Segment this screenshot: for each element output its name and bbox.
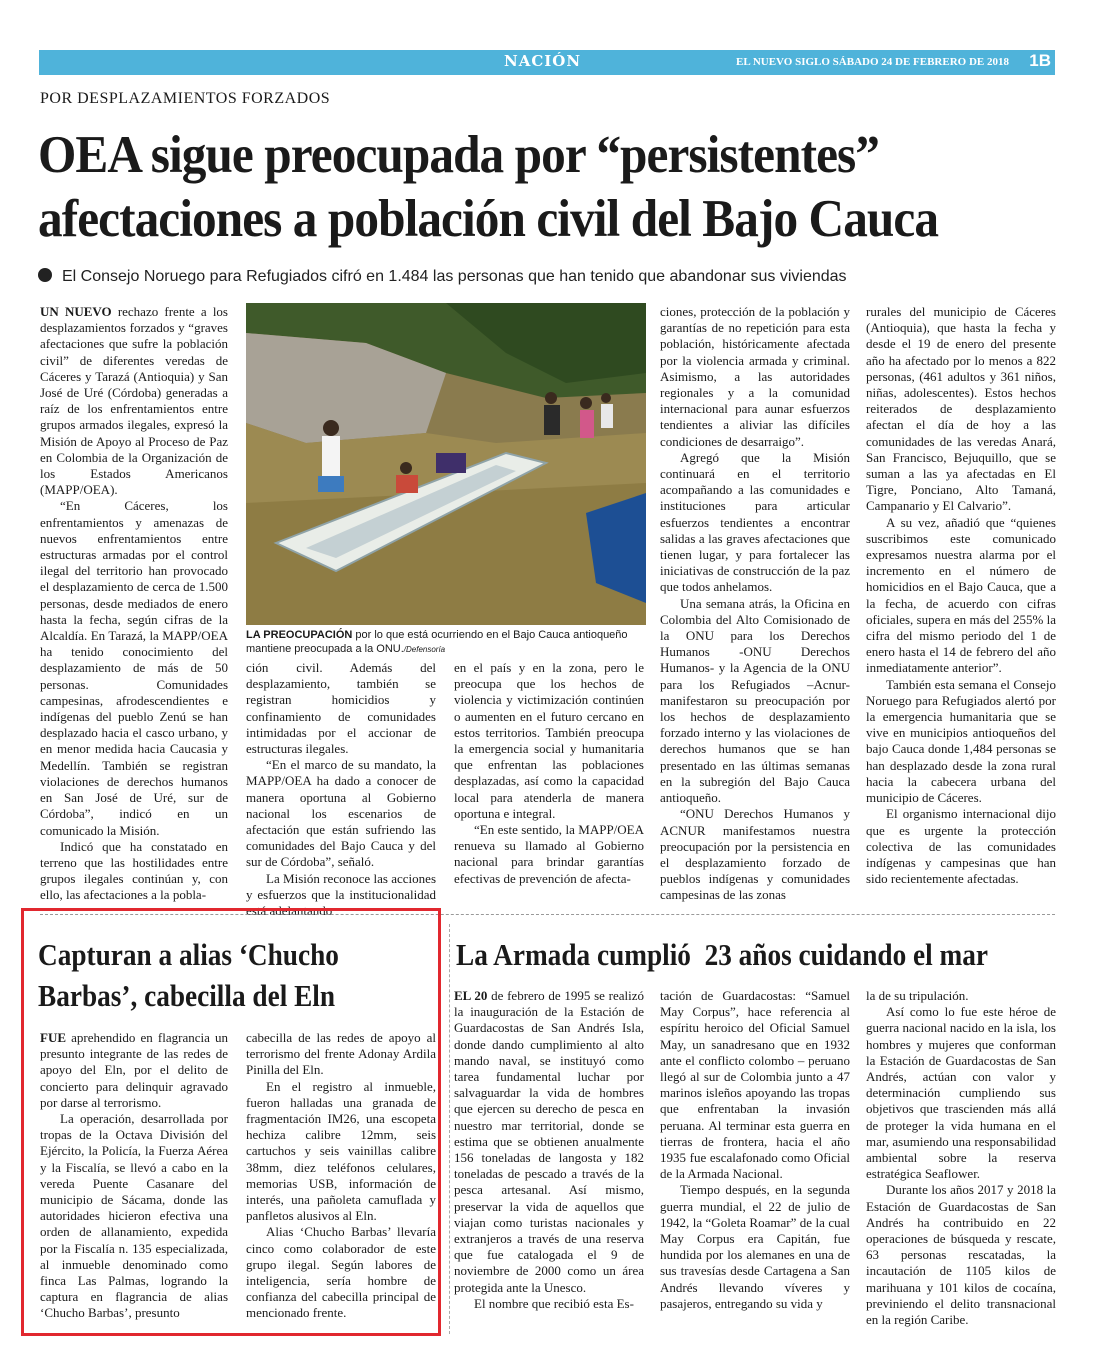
article3-headline: La Armada cumplió 23 años cuidando el mar — [456, 937, 989, 972]
headline-line-2: Barbas’, cabecilla del Eln — [38, 978, 336, 1013]
paragraph: También esta semana el Consejo Noruego para Refugiados alertó por la emergencia humanitaria que se vive en municipios antioqueños del bajo Cauca donde 1,484 personas se han desplazado desde la zona rural hacia la cabecera urbana del municipio de Cáceres. — [866, 676, 1056, 806]
paragraph: EL 20 de febrero de 1995 se realizó la inauguración de la Estación de Guardacostas de San Andrés Isla, donde dando cumplimiento al alto mando naval, se instituyó como tarea fundamental luchar por salvaguardar la vida de hombres que ejercen su derecho de pesca en nuestro mar territorial, donde se estima que se obtienen anualmente 156 toneladas de langosta y 182 toneladas de pescado a través de la pesca artesanal. Así mismo, preservar la vida de aquellos que viajan como turistas nacionales y extranjeros a través de una reserva que fue catalogada el 9 de noviembre de 2000 como un área protegida ante la Unesco. — [454, 988, 644, 1295]
paragraph: La Misión reconoce las acciones y esfuerzos que la institucionalidad está adelantando — [246, 870, 436, 919]
paragraph: tación de Guardacostas: “Samuel May Corpus”, hace referencia al espíritu heroico del Oficial Samuel May, un sanadresano que en 1932 ante el conflicto colombo – peruano llegó al sur de Colombia junto a 47 marinos isleños apoyando las tropas que enfrentaban la invasión peruana. Al terminar esta guerra en tierras de frontera, hacia el año 1935 fue escalafonado como Oficial de la Armada Nacional. — [660, 988, 850, 1182]
article1-column-1 — [40, 304, 228, 903]
paragraph: ciones, protección de la población y garantías de no repetición para esta población, históricamente afectada por la violencia armada y criminal. Asimismo, a las autoridades regionales y a la comunidad internacional para aunar esfuerzos tendientes a aliviar las difíciles condiciones de desarraigo”. — [660, 304, 850, 449]
photo-caption — [246, 628, 646, 657]
paragraph: Alias ‘Chucho Barbas’ llevaría cinco como colaborador de este grupo ilegal. Según labores de inteligencia, sería hombre de confianza del cabecilla principal de mencionado frente. — [246, 1224, 436, 1321]
bullet-icon — [38, 268, 52, 282]
subheadline — [38, 268, 847, 286]
lead-in: EL 20 — [454, 988, 488, 1003]
page-number: 1B — [1029, 51, 1051, 70]
article2-column-1 — [40, 1030, 228, 1321]
paragraph: En el registro al inmueble, fueron halladas una granada de fragmentación IM26, una escopeta hechiza calibre 12mm, seis cartuchos y seis vainillas calibre 38mm, diez teléfonos celulares, memorias USB, información de interés, una pañoleta camuflada y panfletos alusivos al Eln. — [246, 1078, 436, 1224]
paragraph: Agregó que la Misión continuará en el territorio acompañando a las comunidades e instituciones para articular esfuerzos tendientes a encontrar salidas a las graves afectaciones que tienen lugar, y para fortalecer las iniciativas de construcción de la paz que todos anhelamos. — [660, 449, 850, 595]
article-kicker: POR DESPLAZAMIENTOS FORZADOS — [40, 90, 331, 107]
main-headline — [38, 123, 996, 251]
article1-column-4 — [660, 304, 850, 903]
paragraph: FUE aprehendido en flagrancia un presunto integrante de las redes de apoyo del Eln, por el delito de concierto para delinquir agravado por darse al terrorismo. — [40, 1030, 228, 1110]
paragraph: ción civil. Además del desplazamiento, también se registran homicidios y confinamiento de comunidades intimidadas por el accionar de estructuras ilegales. — [246, 660, 436, 757]
lead-in: UN NUEVO — [40, 304, 112, 319]
paragraph: El nombre que recibió esta Es- — [474, 1295, 634, 1311]
paragraph: “En este sentido, la MAPP/OEA renueva su llamado al Gobierno nacional para brindar garantías efectivas de prevención de afecta- — [454, 822, 644, 886]
paragraph: “En Cáceres, los enfrentamientos y amenazas de nuevos enfrentamientos entre estructuras armadas por el control ilegal del territorio han provocado el desplazamiento de cerca de 1.500 personas, desde mediados de enero hasta la fecha, según cifras de la Alcaldía. En Tarazá, la MAPP/OEA ha tenido conocimiento del desplazamiento de más de 50 personas. Comunidades campesinas, afrodescendientes e indígenas del pueblo Zenú se han desplazado hacia el casco urbano, y en menor medida hacia Caucasia y Medellín. También se registran violaciones de derechos humanos en San José de Uré, sur de Córdoba”, indicó en un comunicado la Misión. — [40, 498, 228, 838]
paragraph: La operación, desarrollada por tropas de la Octava División del Ejército, la Policía, la Fuerza Aérea y la Fiscalía, se llevó a cabo en la vereda Puente Casanare del municipio de Sácama, donde las autoridades hicieron efectiva una orden de allanamiento, expedida por la Fiscalía n. 135 especializada, al inmueble denominado como finca Las Palmas, logrando la captura en flagrancia de alias ‘Chucho Barbas’, presunto — [40, 1111, 228, 1321]
caption-lead: LA PREOCUPACIÓN — [246, 629, 353, 641]
headline-line-2: afectaciones a población civil del Bajo Cauca — [38, 190, 939, 248]
paragraph: Indicó que ha constatado en terreno que las hostilidades entre grupos ilegales continúan y, con ello, las afectaciones a la pobla- — [40, 838, 228, 903]
paragraph: en el país y en la zona, pero le preocupa que los hechos de violencia y victimización continúen o aumenten en el futuro cercano en estos territorios. También preocupa la emergencia social y humanitaria que enfrentan las poblaciones desplazadas, así como la capacidad local para atenderla de manera oportuna e integral. — [454, 660, 644, 821]
paragraph: cabecilla de las redes de apoyo al terrorismo del frente Adonay Ardila Pinilla del Eln. — [246, 1030, 436, 1078]
article2-column-2 — [246, 1030, 436, 1321]
paragraph: “En el marco de su mandato, la MAPP/OEA ha dado a conocer de manera oportuna al Gobierno nacional los escenarios de afectación que están sufriendo las comunidades del Bajo Cauca y del sur de Córdoba”, señaló. — [246, 757, 436, 870]
paragraph: Durante los años 2017 y 2018 la Estación de Guardacostas de San Andrés ha contribuido en 22 operaciones de búsqueda y rescate, 63 personas rescatadas, la incautación de 1105 kilos de marihuana y 101 kilos de cocaína, previniendo el delito transnacional en la región Caribe. — [866, 1182, 1056, 1328]
section-name: NACIÓN — [504, 52, 582, 70]
photo-credit: /Defensoría — [403, 645, 446, 654]
section-header-bar — [39, 50, 1055, 75]
headline-line-1: OEA sigue preocupada por “persistentes” — [38, 126, 879, 184]
article3-column-3 — [866, 988, 1056, 1328]
article3-column-2 — [660, 988, 850, 1318]
edition-date: EL NUEVO SIGLO SÁBADO 24 DE FEBRERO DE 2018 — [736, 56, 1009, 68]
paragraph: rurales del municipio de Cáceres (Antioquia), que hasta la fecha y desde el 19 de enero del presente año ha afectado por lo menos a 822 personas, (461 adultos y 361 niños, niñas, adolescentes). Estos hechos reiterados de desplazamiento afectan el día de hoy a las comunidades de las veredas Anará, San Francisco, Bejuquillo, que se suman a las ya afectadas en El Tigre, Ponciano, Alto Tamaná, Campanario y El Calvario”. — [866, 304, 1056, 514]
paragraph: Una semana atrás, la Oficina en Colombia del Alto Comisionado de la ONU para los Derechos Humanos -ONU Derechos Humanos- y la Agencia de la ONU para los Refugiados –Acnur- manifestaron su preocupación por los hechos de desplazamiento forzado interno y las violaciones de derechos humanos que se han presentado en las últimas semanas en la subregión del Bajo Cauca antioqueño. — [660, 595, 850, 806]
paragraph: “ONU Derechos Humanos y ACNUR manifestamos nuestra preocupación por la persistencia en el desplazamiento forzado de pueblos indígenas y comunidades campesinas de las zonas — [660, 806, 850, 903]
subheadline-text: El Consejo Noruego para Refugiados cifró en 1.484 las personas que han tenido que abandonar sus viviendas — [62, 268, 847, 285]
article-photo — [246, 303, 646, 625]
paragraph: A su vez, añadió que “quienes suscribimos este comunicado expresamos nuestra alarma por el incremento en el número de homicidios en el Bajo Cauca, que a la fecha, de acuerdo con cifras oficiales, supera en más del 255% la cifra del mismo periodo del 1 de enero hasta el 14 de febrero del año inmediatamente anterior”. — [866, 514, 1056, 676]
paragraph: la de su tripulación. — [866, 988, 969, 1003]
paragraph: Tiempo después, en la segunda guerra mundial, el 22 de julio de 1942, la “Goleta Roamar” de la cual May Corpus era Capitán, fue hundida por los alemanes en una de sus travesías desde Cartagena a San Andrés llevando víveres y pasajeros, entregando su vida y — [660, 1182, 850, 1311]
headline-line-1: Capturan a alias ‘Chucho — [38, 937, 339, 972]
river-boat-photo — [246, 303, 646, 625]
caption-text: por lo que está ocurriendo en el Bajo Cauca antioqueño mantiene preocupada a la ONU. — [246, 629, 628, 655]
lead-in: FUE — [40, 1030, 66, 1045]
article1-column-5 — [866, 304, 1056, 894]
article2-headline — [38, 934, 425, 1016]
article1-column-3 — [454, 660, 644, 894]
column-divider — [449, 924, 450, 1334]
paragraph: UN NUEVO rechazo frente a los desplazamientos forzados y “graves afectaciones que sufre la población civil” de diferentes veredas de Cáceres y Tarazá (Antioquia) y San José de Uré (Córdoba) generadas a raíz de los enfrentamientos entre grupos armados ilegales, expresó la Misión de Apoyo al Proceso de Paz en Colombia de la Organización de los Estados Americanos (MAPP/OEA). — [40, 304, 228, 498]
article1-column-2 — [246, 660, 436, 919]
paragraph: El organismo internacional dijo que es urgente la protección colectiva de las comunidades indígenas y campesinas que han sido recientemente afectadas. — [866, 806, 1056, 887]
paragraph: Así como lo fue este héroe de guerra nacional nacido en la isla, los hombres y mujeres que conforman la Estación de Guardacostas de San Andrés, actúan con valor y determinación cumpliendo sus objetivos que trascienden más allá de proteger la vida humana en el mar, asumiendo una responsabilidad ambiental sobre la reserva estratégica Seaflower. — [866, 1004, 1056, 1182]
article3-column-1 — [454, 988, 644, 1318]
